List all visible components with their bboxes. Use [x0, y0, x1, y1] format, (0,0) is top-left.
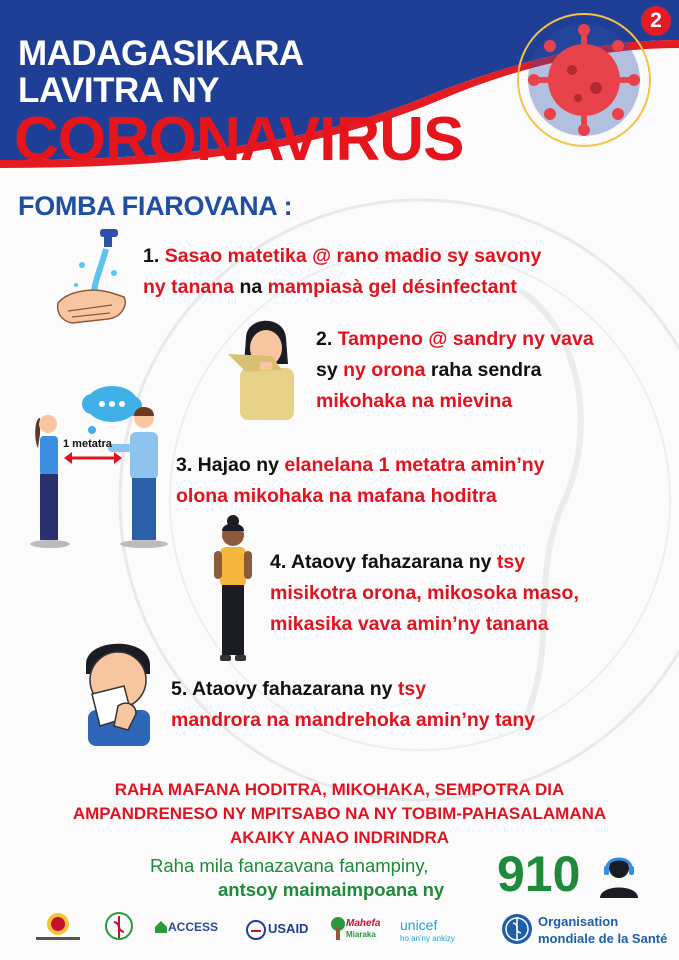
who-logo-line-1: Organisation — [538, 914, 619, 929]
step-5 — [171, 674, 535, 736]
usaid-seal-icon — [246, 920, 266, 940]
hotline-number: 910 — [497, 846, 581, 902]
headset-operator-icon — [596, 852, 642, 898]
step-4-text-red-3: mikasika vava amin’ny tanana — [270, 613, 549, 635]
step-1-text-red-2: ny tanana — [143, 276, 235, 298]
unicef-logo: unicef — [400, 917, 438, 933]
step-3-text-black: 3. Hajao ny — [176, 454, 285, 476]
mahefa-tree-icon — [330, 916, 346, 940]
contact-line-1: Raha mila fanazavana fanampiny, — [150, 855, 429, 876]
unicef-tagline: ho an'ny ankizy — [400, 934, 455, 943]
distance-label: 1 metatra — [63, 438, 112, 450]
step-2-text-red: Tampeno @ sandry ny vava — [337, 328, 594, 350]
section-heading: FOMBA FIAROVANA : — [18, 191, 293, 221]
title-coronavirus: CORONAVIRUS — [14, 105, 464, 174]
warning-line-3: AKAIKY ANAO INDRINDRA — [229, 828, 450, 847]
step-2 — [316, 324, 594, 417]
mahefa-logo-sub: Miaraka — [346, 930, 376, 939]
step-3-text-red: elanelana 1 metatra amin’ny — [284, 454, 545, 476]
usaid-logo: USAID — [268, 921, 309, 936]
distance-icon — [28, 378, 178, 550]
title-line-2: LAVITRA NY — [18, 71, 220, 110]
title-line-1: MADAGASIKARA — [18, 34, 304, 73]
step-2-text-red-2: ny orona — [343, 359, 426, 381]
step-5-text-black: 5. Ataovy fahazarana ny — [171, 678, 398, 700]
warning-line-1: RAHA MAFANA HODITRA, MIKOHAKA, SEMPOTRA DIA — [114, 780, 565, 799]
step-2-text-black: sy — [316, 359, 344, 381]
who-logo-line-2: mondiale de la Santé — [538, 931, 668, 946]
mahefa-logo: Mahefa — [346, 918, 381, 929]
step-2-text-black-2: raha sendra — [425, 359, 542, 381]
step-1-text-black: na — [234, 276, 268, 298]
step-5-text-red: tsy — [397, 678, 427, 700]
step-2-number: 2. — [316, 328, 338, 350]
page-number-badge: 2 — [641, 6, 671, 36]
warning-line-2: AMPANDRENESO NY MPITSABO NA NY TOBIM-PAHASALAMANA — [72, 804, 607, 823]
step-4 — [270, 547, 579, 640]
step-1-number: 1. — [143, 245, 165, 267]
step-4-text-red: tsy — [496, 551, 526, 573]
step-4-text-black: 4. Ataovy fahazarana ny — [270, 551, 497, 573]
step-2-text-red-3: mikohaka na mievina — [316, 390, 513, 412]
who-emblem-icon — [500, 912, 534, 946]
standing-woman-icon — [208, 515, 258, 665]
tissue-sneeze-icon — [78, 634, 164, 746]
step-5-text-red-2: mandrora na mandrehoka amin’ny tany — [171, 709, 536, 731]
ministry-logo — [28, 910, 88, 944]
handwashing-icon — [52, 225, 132, 335]
cough-elbow-icon — [226, 308, 308, 420]
contact-line-2: antsoy maimaimpoana ny — [218, 879, 445, 900]
step-1 — [143, 241, 541, 303]
step-3 — [176, 450, 545, 512]
house-icon — [154, 920, 168, 934]
virus-icon — [506, 10, 656, 150]
step-3-text-red-2: olona mikohaka na mafana hoditra — [176, 485, 497, 507]
step-1-text-red-3: mampiasà gel désinfectant — [267, 276, 517, 298]
step-4-text-red-2: misikotra orona, mikosoka maso, — [270, 582, 579, 604]
step-1-text-red: Sasao matetika @ rano madio sy savony — [164, 245, 542, 267]
access-logo: ACCESS — [168, 920, 219, 934]
health-emblem-logo — [104, 910, 134, 944]
